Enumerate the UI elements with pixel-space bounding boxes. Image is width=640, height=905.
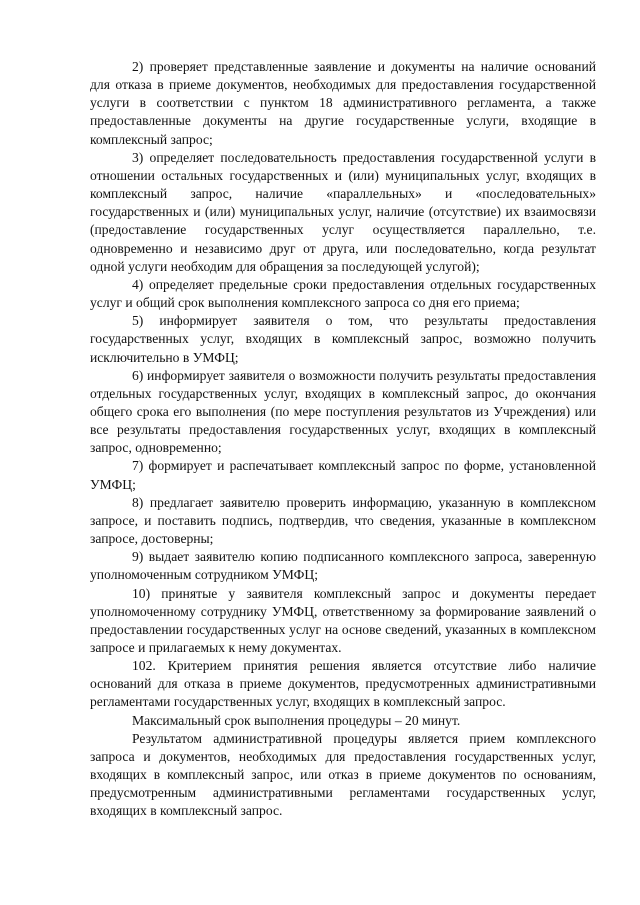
paragraph-item-6: 6) информирует заявителя о возможности получить результаты предоставления отдельных государственных услуг, входящих в комплексный запрос, до окончания общего срока его выполнения (по мере поступления результатов из Учреждения) или все результаты предоставления государственных услуг, входящих в комплексный запрос, одновременно; (90, 367, 596, 456)
paragraph-item-3: 3) определяет последовательность предоставления государственной услуги в отношении остальных государственных и (или) муниципальных услуг, входящих в комплексный запрос, наличие «параллельных» и «последовательных» государственных и (или) муниципальных услуг, наличие (отсутствие) их взаимосвязи (предоставление государственных услуг осуществляется параллельно, т.е. одновременно и независимо друг от друга, или последовательно, когда результат одной услуги необходим для обращения за последующей услугой); (90, 149, 596, 274)
paragraph-item-7: 7) формирует и распечатывает комплексный запрос по форме, установленной УМФЦ; (90, 458, 596, 492)
paragraph-max-time: Максимальный срок выполнения процедуры – 20 минут. (132, 712, 461, 728)
paragraph-item-2: 2) проверяет представленные заявление и документы на наличие оснований для отказа в приеме документов, необходимых для предоставления государственной услуги в соответствии с пунктом 18 административного регламента, а также предоставленные документы на другие государственные услуги, входящие в комплексный запрос; (90, 59, 596, 147)
paragraph-item-9: 9) выдает заявителю копию подписанного комплексного запроса, заверенную уполномоченным сотрудником УМФЦ; (90, 549, 596, 583)
paragraph-result: Результатом административной процедуры является прием комплексного запроса и документов, необходимых для предоставления государственных услуг, входящих в комплексный запрос, или отказ в приеме документов по основаниям, предусмотренным административными регламентами государственных услуг, входящих в комплексный запрос. (90, 730, 596, 819)
paragraph-item-10: 10) принятые у заявителя комплексный запрос и документы передает уполномоченному сотруднику УМФЦ, ответственному за формирование заявлений о предоставлении государственных услуг на основе сведений, указанных в комплексном запросе и прилагаемых к нему документах. (90, 585, 596, 655)
paragraph-item-4: 4) определяет предельные сроки предоставления отдельных государственных услуг и общий срок выполнения комплексного запроса со дня его приема; (90, 276, 596, 311)
paragraph-clause-102: 102. Критерием принятия решения является отсутствие либо наличие оснований для отказа в приеме документов, предусмотренных административными регламентами государственных услуг, входящих в комплексный запрос. (90, 658, 596, 710)
paragraph-item-5: 5) информирует заявителя о том, что результаты предоставления государственных услуг, входящих в комплексный запрос, возможно получить исключительно в УМФЦ; (90, 313, 596, 365)
document-page (90, 58, 596, 821)
paragraph-item-8: 8) предлагает заявителю проверить информацию, указанную в комплексном запросе, и поставить подпись, подтвердив, что сведения, указанные в комплексном запросе, достоверны; (90, 494, 596, 547)
